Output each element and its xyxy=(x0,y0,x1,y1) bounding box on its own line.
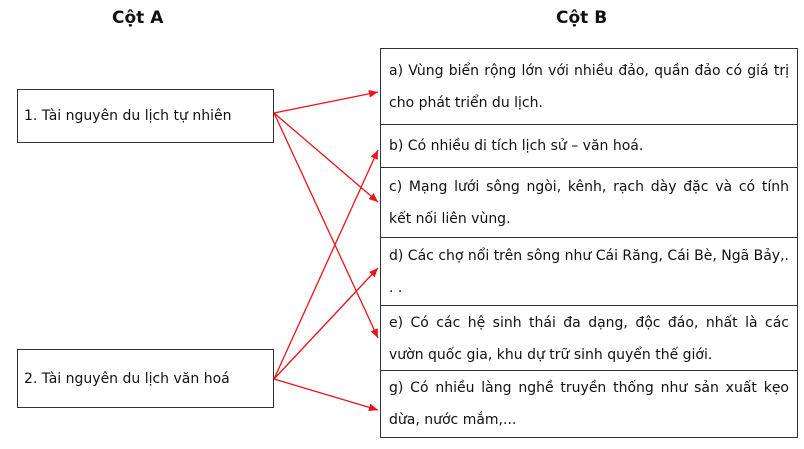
column-a-item-2: 2. Tài nguyên du lịch văn hoá xyxy=(17,349,274,408)
column-a-item-1: 1. Tài nguyên du lịch tự nhiên xyxy=(17,89,274,143)
column-b-item-e: e) Có các hệ sinh thái đa dạng, độc đáo, nhất là các vườn quốc gia, khu dự trữ sinh quyển thế giới. xyxy=(381,306,797,371)
connection-arrow-2-5 xyxy=(274,379,378,410)
connection-arrow-1-2 xyxy=(274,113,378,202)
column-a-title: Cột A xyxy=(112,8,164,28)
connection-arrow-2-3 xyxy=(274,268,378,379)
column-b-item-g: g) Có nhiều làng nghề truyền thống như sản xuất kẹo dừa, nước mắm,... xyxy=(389,380,789,428)
column-b-item-c: c) Mạng lưới sông ngòi, kênh, rạch dày đặc và có tính kết nối liên vùng. xyxy=(381,168,797,238)
connection-arrow-1-0 xyxy=(274,92,378,113)
connection-arrow-1-4 xyxy=(274,113,378,338)
column-b-item-a: a) Vùng biển rộng lớn với nhiều đảo, quần đảo có giá trị cho phát triển du lịch. xyxy=(381,49,797,125)
connection-arrow-2-1 xyxy=(274,150,378,379)
column-b-title: Cột B xyxy=(556,8,608,28)
column-b-item-b: b) Có nhiều di tích lịch sử – văn hoá. xyxy=(381,125,797,168)
column-b-item-d: d) Các chợ nổi trên sông như Cái Răng, Cái Bè, Ngã Bảy,. . . xyxy=(381,238,797,306)
